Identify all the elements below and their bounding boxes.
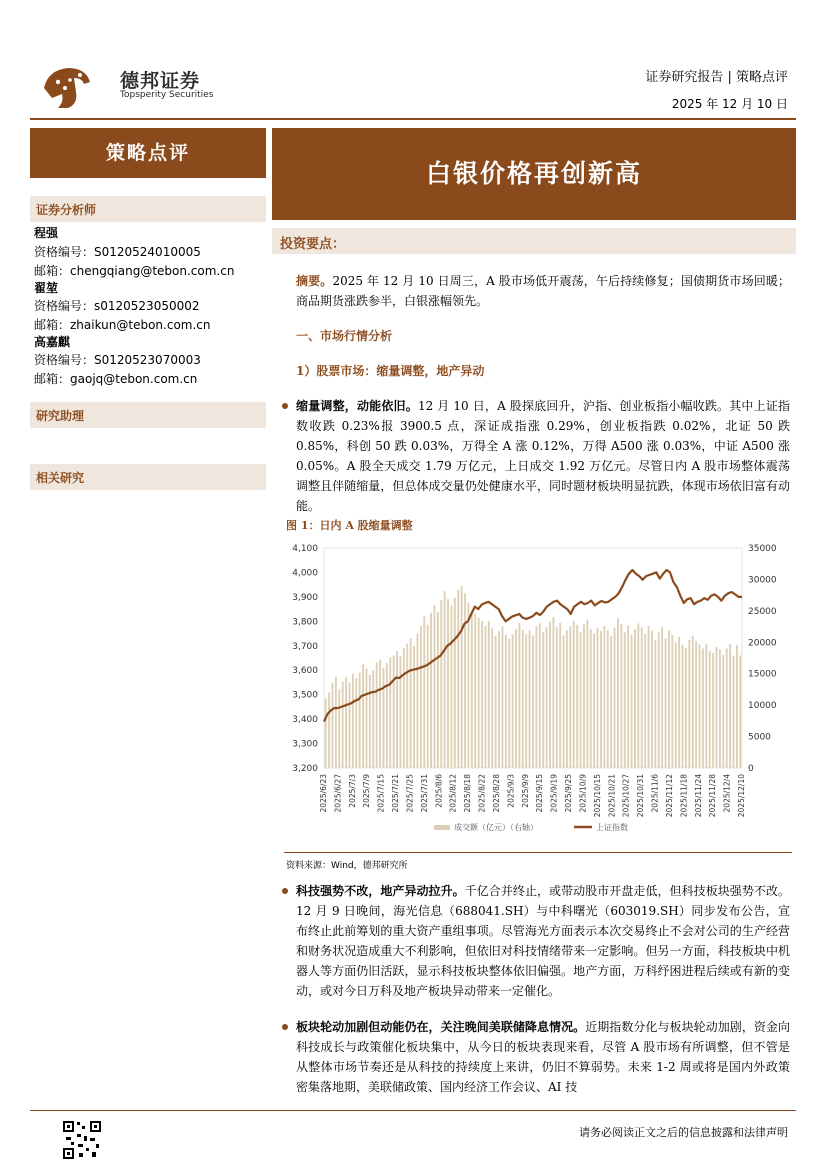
volume-bar [478,618,480,768]
paragraph-text: 近期指数分化与板块轮动加剧，资金向科技成长与政策催化板块集中，从今日的板块表现来看，尽管 A 股市场有所调整，但不管是从整体市场节奏还是从科技的持续度上来讲，仍旧不算弱势。未来 1-2 周或将是国内外政策密集落地期，美联储政策、国内经济工作会议、AI 技 [296,1020,790,1094]
volume-bar [406,644,408,768]
volume-bar [522,630,524,768]
volume-bar [631,635,633,768]
x-axis-tick-label: 2025/8/28 [491,774,501,813]
x-axis-tick-label: 2025/10/27 [621,774,631,818]
volume-bar [580,632,582,768]
report-type-label: 策略点评 [105,142,190,164]
right-axis-tick-label: 15000 [748,669,777,680]
volume-bar [335,677,337,768]
volume-bar [648,626,650,768]
volume-bar [627,625,629,768]
volume-bar [440,600,442,768]
brand-name-en: Topsperity Securities [120,90,214,100]
x-axis-tick-label: 2025/7/3 [347,774,357,808]
left-axis-tick-label: 4,000 [292,568,318,579]
volume-bar [505,635,507,768]
volume-bar [651,631,653,768]
volume-bar [355,678,357,768]
volume-bar [739,655,741,768]
volume-bar [593,633,595,768]
volume-bar [393,655,395,768]
volume-bar [576,625,578,768]
report-date: 2025 年 12 月 10 日 [671,97,788,111]
volume-bar [539,623,541,768]
volume-bar [410,639,412,768]
volume-bar [471,611,473,768]
volume-bar [417,633,419,768]
x-axis-tick-label: 2025/9/19 [549,774,559,813]
x-axis-tick-label: 2025/12/4 [722,774,732,813]
x-axis-tick-label: 2025/9/9 [520,774,530,808]
volume-bar [607,630,609,768]
volume-bar [702,649,704,768]
volume-bar [692,636,694,768]
right-axis-tick-label: 35000 [748,544,777,554]
summary-paragraph [296,271,790,311]
assistant-heading: 研究助理 [36,409,85,423]
x-axis-tick-label: 2025/8/22 [477,774,487,813]
chart-container [284,534,792,844]
volume-bar [535,626,537,768]
volume-bar [542,632,544,768]
assistant-section-header [30,402,266,428]
header-divider [30,118,796,120]
figure-title: 图 1：日内 A 股缩量调整 [286,519,413,532]
volume-bar [444,591,446,768]
left-axis-tick-label: 3,600 [292,666,318,677]
section-heading: 一、市场行情分析 [296,329,393,343]
volume-bar [338,689,340,768]
volume-bar [712,653,714,768]
volume-bar [637,623,639,768]
bullet-icon [282,1024,288,1030]
volume-bar [569,626,571,768]
volume-bar [359,672,361,768]
volume-bar [325,699,327,768]
analyst-name: 程强 [34,226,59,240]
x-axis-tick-label: 2025/8/18 [463,774,473,813]
x-axis-tick-label: 2025/9/25 [564,774,574,813]
volume-bar [556,627,558,768]
legend-swatch-volume [434,825,450,830]
left-axis-tick-label: 4,100 [292,544,318,554]
left-axis-tick-label: 3,500 [292,690,318,701]
volume-bar [430,613,432,768]
brand-name: 德邦证券 [120,70,201,92]
volume-bar [498,631,500,768]
volume-bar [586,620,588,768]
volume-bar [573,621,575,768]
key-points-heading: 投资要点： [280,237,346,252]
right-axis-tick-label: 20000 [748,638,777,649]
volume-bar [512,634,514,768]
volume-bar [484,626,486,768]
volume-bar [614,628,616,768]
volume-bar [495,636,497,768]
x-axis-tick-label: 2025/11/18 [679,774,689,818]
volume-bar [661,627,663,768]
volume-bar [597,628,599,768]
volume-bar [566,630,568,768]
volume-bar [400,656,402,768]
paragraph-3 [296,1017,790,1097]
volume-bar [508,639,510,768]
x-axis-tick-label: 2025/9/3 [506,774,516,808]
related-heading: 相关研究 [36,471,85,485]
volume-bar [699,644,701,768]
right-axis-tick-label: 25000 [748,606,777,617]
volume-bar [685,648,687,768]
volume-bar [559,623,561,768]
volume-bar [423,617,425,768]
x-axis-tick-label: 2025/6/23 [319,774,328,813]
volume-bar [488,621,490,768]
x-axis-tick-label: 2025/10/21 [607,774,617,818]
volume-bar [386,663,388,768]
x-axis-tick-label: 2025/11/6 [650,774,660,813]
x-axis-tick-label: 2025/9/15 [535,774,545,813]
report-type-banner [30,128,266,178]
left-axis-tick-label: 3,800 [292,617,318,628]
volume-bar [366,669,368,768]
report-category: 证券研究报告 | 策略点评 [645,70,788,85]
x-axis-tick-label: 2025/10/31 [636,774,646,818]
analyst-email[interactable]: 邮箱：zhaikun@tebon.com.cn [34,318,211,332]
volume-bar [328,693,330,768]
x-axis-tick-label: 2025/7/15 [376,774,386,813]
volume-bar [434,605,436,768]
report-title: 白银价格再创新高 [425,159,642,188]
legend-label-index: 上证指数 [596,823,628,832]
x-axis-tick-label: 2025/6/27 [333,774,343,813]
volume-bar [549,622,551,768]
volume-bar [678,637,680,768]
volume-bar [620,624,622,768]
analyst-cert: 资格编号：S0120523070003 [34,353,201,367]
left-axis-tick-label: 3,200 [292,764,318,774]
left-axis-tick-label: 3,900 [292,592,318,603]
qr-code-icon [62,1120,102,1160]
x-axis-tick-label: 2025/11/28 [708,774,718,818]
x-axis-tick-label: 2025/8/6 [434,774,444,808]
volume-bar [461,586,463,768]
paragraph-lead: 缩量调整，动能依旧。 [296,399,418,413]
volume-bar [682,645,684,768]
related-section-header [30,464,266,490]
volume-bar [552,617,554,768]
volume-bar [501,626,503,768]
volume-bar [454,598,456,768]
volume-bar [457,589,459,768]
analyst-cert: 资格编号：S0120524010005 [34,245,201,259]
volume-bar [352,674,354,768]
x-axis-tick-label: 2025/10/15 [592,774,602,818]
summary-text: 2025 年 12 月 10 日周三，A 股市场低开震荡，午后持续修复；国债期货市场回暖；商品期货涨跌参半，白银涨幅领先。 [296,274,790,308]
analyst-heading: 证券分析师 [36,203,97,217]
paragraph-text: 千亿合并终止，或带动股市开盘走低，但科技板块强势不改。12 月 9 日晚间，海光信息（688041.SH）与中科曙光（603019.SH）同步发布公告，宣布终止此前筹划的重大资产重组事项。尽管海光方面表示本次交易终止不会对公司的生产经营和财务状况造成重大不利影响，但依旧对科技情绪带来一定影响。但另一方面，科技板块中机器人等方面仍旧活跃，显示科技板块整体依旧偏强。地产方面，万科纾困进程后续或有新的变动，或对今日万科及地产板块异动带来一定催化。 [296,884,790,998]
volume-bar [474,613,476,768]
volume-bar [688,640,690,768]
volume-bar [437,612,439,768]
left-axis-tick-label: 3,300 [292,739,318,750]
volume-bar [610,636,612,768]
key-points-header [272,228,796,254]
paragraph-lead: 板块轮动加剧但动能仍在，关注晚间美联储降息情况。 [296,1020,586,1034]
volume-bar [590,629,592,768]
volume-bar [729,644,731,768]
right-axis-tick-label: 0 [748,764,754,774]
volume-bar [634,629,636,768]
volume-bar [624,632,626,768]
volume-bar [420,626,422,768]
volume-bar [515,629,517,768]
volume-bar [396,651,398,768]
x-axis-tick-label: 2025/7/31 [419,774,429,813]
right-axis-tick-label: 10000 [748,701,777,712]
volume-bar [467,603,469,768]
volume-bar [345,677,347,768]
right-axis-tick-label: 5000 [748,732,771,743]
volume-bar [583,624,585,768]
volume-bar [481,621,483,768]
volume-bar [726,649,728,768]
analyst-name: 翟堃 [34,281,59,295]
volume-bar [403,648,405,768]
paragraph-2 [296,881,790,1001]
volume-bar [671,635,673,768]
footer-divider [30,1110,796,1111]
volume-bar [719,649,721,768]
volume-bar [379,660,381,768]
disclaimer-notice: 请务必阅读正文之后的信息披露和法律声明 [579,1126,788,1139]
figure-divider [284,852,792,853]
analyst-email[interactable]: 邮箱：gaojq@tebon.com.cn [34,372,198,386]
volume-bar [376,662,378,768]
left-axis-tick-label: 3,700 [292,641,318,652]
volume-bar [641,627,643,768]
x-axis-tick-label: 2025/7/21 [391,774,401,813]
volume-bar [369,675,371,768]
analyst-section-header [30,196,266,222]
analyst-email[interactable]: 邮箱：chengqiang@tebon.com.cn [34,264,235,278]
volume-bar [464,593,466,768]
volume-bar [563,635,565,768]
bullet-icon [282,403,288,409]
x-axis-tick-label: 2025/8/12 [448,774,458,813]
volume-bar [722,655,724,768]
x-axis-tick-label: 2025/11/12 [664,774,674,818]
x-axis-tick-label: 2025/7/25 [405,774,415,813]
volume-bar [362,664,364,768]
volume-bar [733,655,735,768]
volume-bar [525,634,527,768]
volume-index-chart [284,534,792,844]
volume-bar [546,627,548,768]
volume-bar [705,644,707,768]
x-axis-tick-label: 2025/10/9 [578,774,588,813]
volume-bar [709,651,711,768]
left-axis-tick-label: 3,400 [292,715,318,726]
company-logo [38,58,96,116]
volume-bar [644,634,646,768]
paragraph-lead: 科技强势不改，地产异动拉升。 [296,884,465,898]
bullet-icon [282,888,288,894]
volume-bar [413,646,415,768]
analyst-name: 高嘉麒 [34,335,71,349]
volume-bar [532,635,534,768]
x-axis-tick-label: 2025/12/10 [737,774,746,818]
volume-bar [665,639,667,768]
volume-bar [695,641,697,768]
volume-bar [603,626,605,768]
legend-label-volume: 成交额（亿元）（右轴） [454,823,538,832]
volume-bar [658,632,660,768]
volume-bar [349,683,351,768]
paragraph-1 [296,396,790,516]
figure-source: 资料来源：Wind，德邦研究所 [286,861,408,871]
volume-bar [332,683,334,768]
paragraph-text: 12 月 10 日，A 股探底回升，沪指、创业板指小幅收跌。其中上证指数收跌 0.23%报 3900.5 点，深证成指涨 0.29%，创业板指跌 0.02%，北证 50 跌 0.85%，科创 50 跌 0.03%，万得全 A 涨 0.12%，万得 A500 涨 0.03%，中证 A500 涨 0.05%。A 股全天成交 1.79 万亿元，上日成交 1.92 万亿元。尽管日内 A 股市场整体震荡调整且伴随缩量，但总体成交量仍处健康水平，同时题材板块明显抗跌，体现市场依旧富有动能。 [296,399,790,513]
volume-bar [529,630,531,768]
volume-bar [372,670,374,768]
right-axis-tick-label: 30000 [748,575,777,586]
volume-bar [342,681,344,768]
volume-bar [736,645,738,768]
report-title-banner [272,128,796,220]
volume-bar [716,647,718,768]
volume-bar [491,628,493,768]
volume-bar [654,640,656,768]
volume-bar [389,657,391,768]
x-axis-tick-label: 2025/11/24 [693,774,703,818]
summary-lead: 摘要。 [296,274,333,288]
volume-bar [427,625,429,768]
volume-bar [600,631,602,768]
volume-bar [617,618,619,768]
volume-bar [447,599,449,768]
volume-bar [675,642,677,768]
volume-bar [668,630,670,768]
x-axis-tick-label: 2025/7/9 [362,774,372,808]
volume-bar [518,623,520,768]
volume-bar [383,668,385,768]
subsection-heading: 1）股票市场：缩量调整，地产异动 [296,364,485,378]
analyst-cert: 资格编号：s0120523050002 [34,299,200,313]
volume-bar [451,605,453,768]
